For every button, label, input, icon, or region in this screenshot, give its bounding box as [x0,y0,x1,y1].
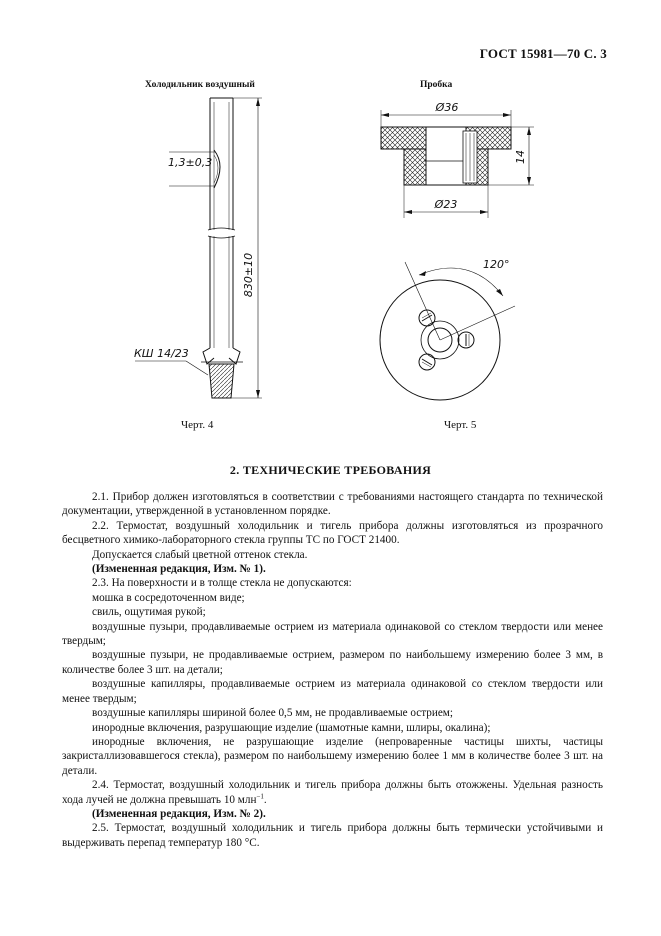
ground-cone [209,364,234,398]
figure5-dim-angle: 120° [483,258,510,271]
figure4-title: Холодильник воздушный [145,80,255,90]
requirements-text [62,490,603,850]
figure5-dim-outer: Ø36 [435,101,459,114]
section-title: 2. ТЕХНИЧЕСКИЕ ТРЕБОВАНИЯ [229,463,432,477]
requirement-paragraph: 2.3. На поверхности и в толще стекла не допускаются: [92,577,352,590]
figure5-caption: Черт. 5 [444,419,477,431]
figure5-dim-inner: Ø23 [434,198,458,211]
figure4-caption: Черт. 4 [181,419,214,431]
requirement-paragraph: Допускается слабый цветной оттенок стекла. [92,548,308,561]
requirement-paragraph: мошка в сосредоточенном виде; [92,591,245,604]
requirement-paragraph: воздушные пузыри, не продавливаемые острием, размером по наибольшему измерению более 3 мм, в количестве более 3 шт. на детали; [62,649,603,676]
figure5-title: Пробка [420,80,453,90]
amendment-note: (Измененная редакция, Изм. № 1). [92,563,266,576]
figure4-dim-cone: КШ 14/23 [134,347,189,360]
figure4-dim-length: 830±10 [242,252,255,298]
requirement-paragraph: 2.1. Прибор должен изготовляться в соответствии с требованиями настоящего стандарта по технической документации, утвержденной в установленном порядке. [62,491,603,518]
page-header: ГОСТ 15981—70 С. 3 [479,46,607,61]
break-line-upper [208,228,235,230]
figure5-dim-height: 14 [514,150,527,164]
side-opening [214,150,220,188]
figure5-plan [380,262,515,400]
technical-drawings [0,0,661,460]
figure4-dim-opening: 1,3±0,3 [168,156,213,169]
stopper-bore [426,127,466,185]
requirement-paragraph: свиль, ощутимая рукой; [92,606,206,619]
requirement-paragraph: воздушные капилляры, продавливаемые острием из материала одинаковой со стеклом твердости или менее твердым; [62,678,603,705]
requirement-paragraph: воздушные капилляры шириной более 0,5 мм, не продавливаемые острием; [92,707,453,720]
requirement-paragraph: 2.5. Термостат, воздушный холодильник и тигель прибора должны быть термически устойчивыми и выдерживать перепад температур 180 °С. [62,822,603,849]
requirement-paragraph: инородные включения, разрушающие изделие (шамотные камни, шлиры, окалина); [92,721,491,734]
figure5-section [381,110,534,218]
requirement-paragraph: воздушные пузыри, продавливаемые острием из материала одинаковой со стеклом твердости или менее твердым; [62,620,603,648]
angle-arc [419,268,503,296]
requirement-paragraph: инородные включения, не разрушающие изделие (непроваренные частицы шихты, частицы закристаллизовавшегося стекла), размером по наибольшему измерению более 1 мм в количестве более 3 шт. на детали. [62,735,603,777]
break-line-lower [208,236,235,238]
amendment-note: (Измененная редакция, Изм. № 2). [92,807,266,820]
requirement-paragraph: 2.2. Термостат, воздушный холодильник и тигель прибора должны изготовляться из прозрачного бесцветного химико-лабораторного стекла группы ТС по ГОСТ 21400. [62,519,603,547]
requirement-paragraph: 2.4. Термостат, воздушный холодильник и тигель прибора должны быть отожжены. Удельная разность хода лучей не должна превышать 10 млн$^{-1}$. [62,779,603,806]
